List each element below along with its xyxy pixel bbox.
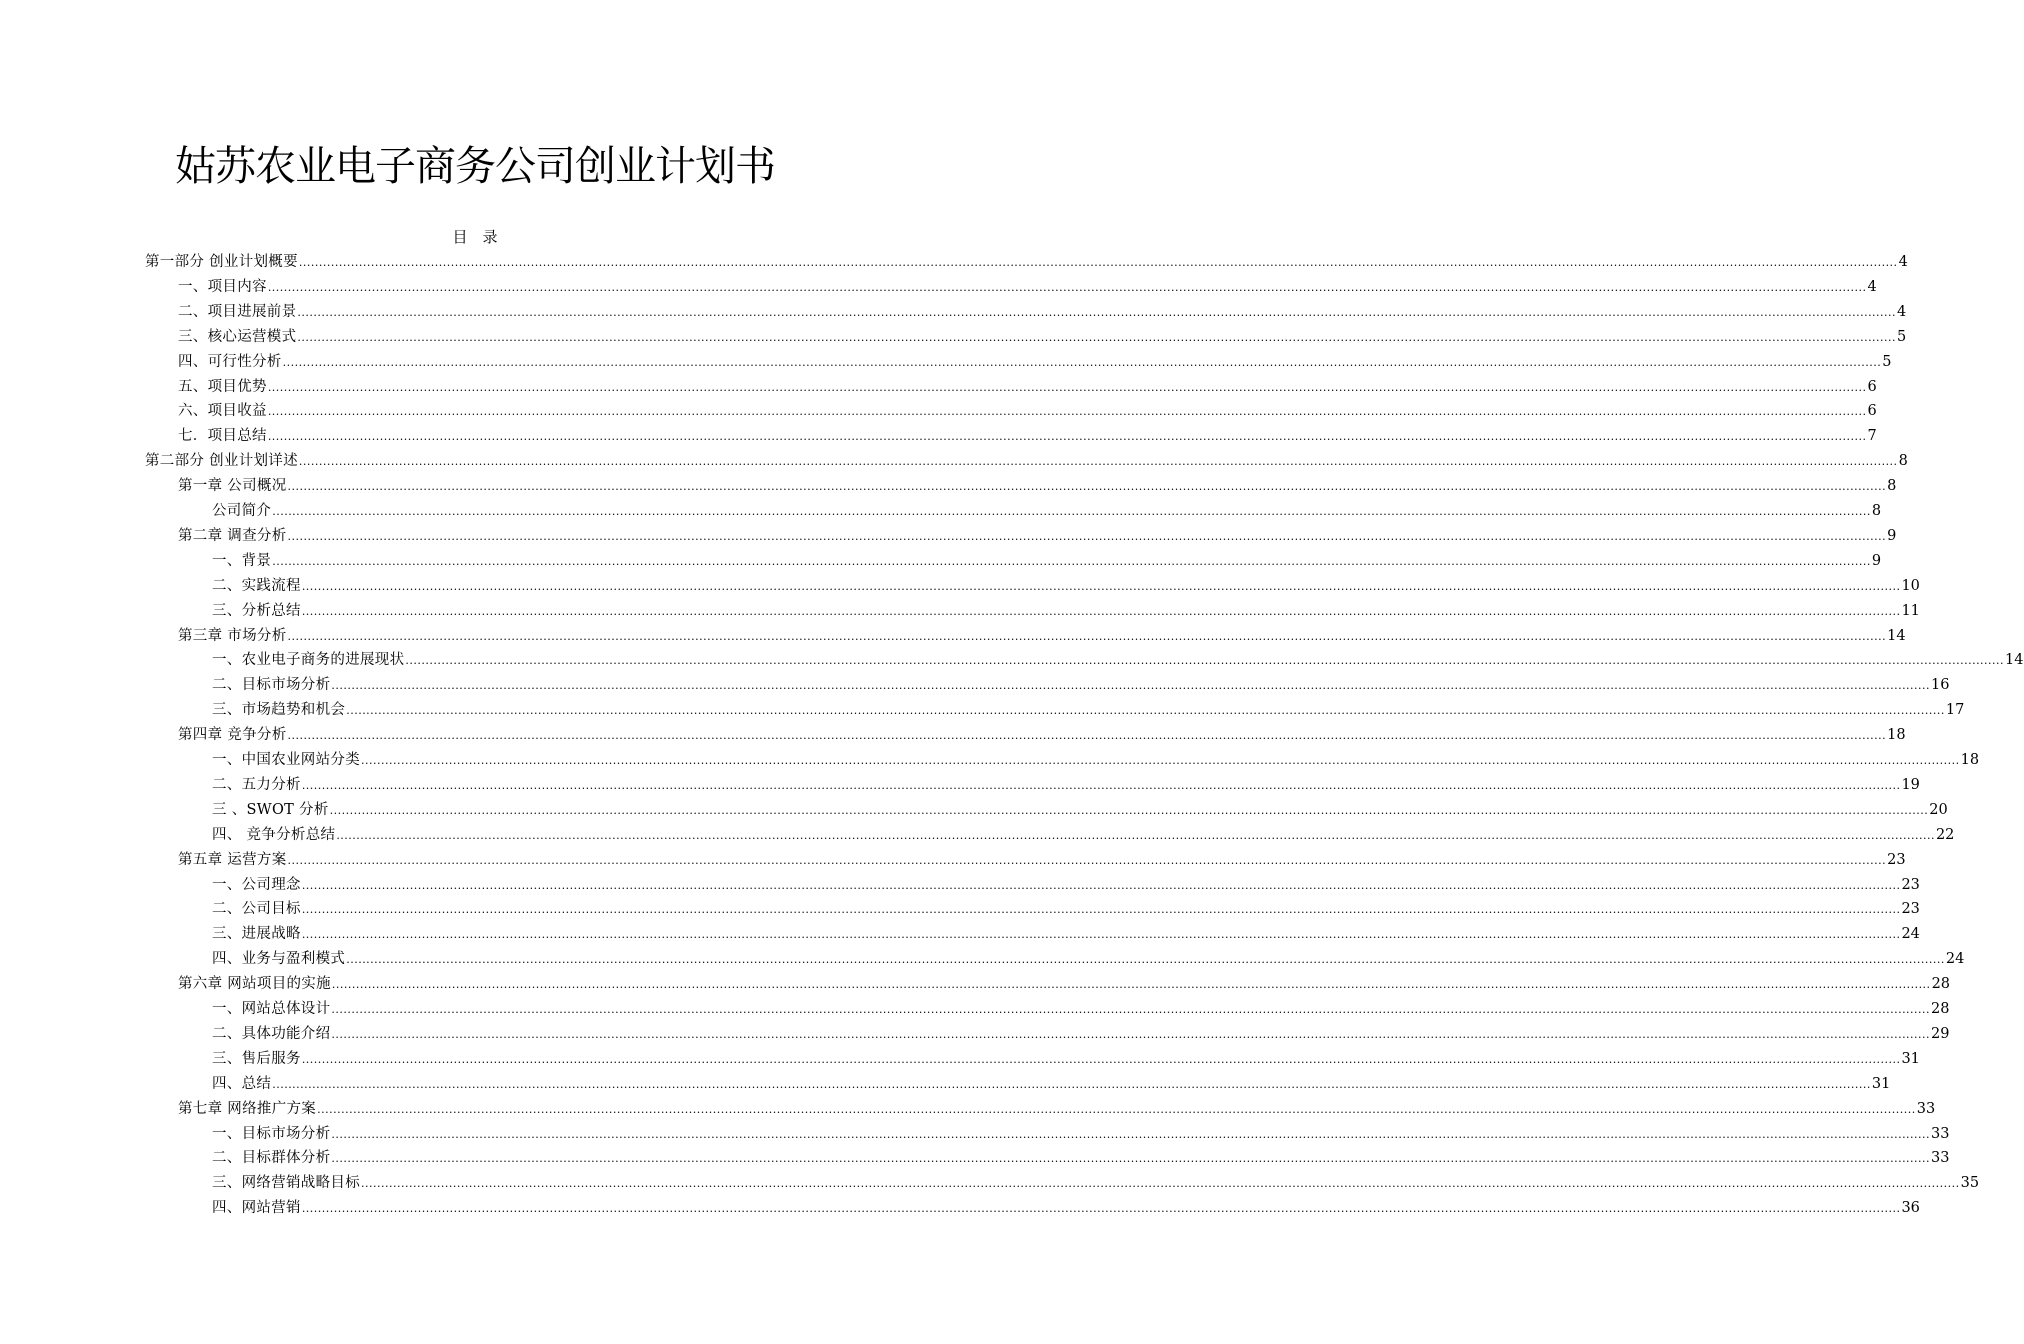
toc-dot-leader: ................................................................................................................................................................................................................................................................................................................................................................................................................	[272, 554, 1871, 568]
toc-entry-page-number: 31	[1901, 1050, 1920, 1067]
toc-entry[interactable]	[212, 648, 2024, 672]
toc-entry-page-number: 18	[1960, 752, 1980, 768]
toc-entry[interactable]	[178, 474, 1897, 498]
toc-entry-label: 四、总结	[212, 1075, 272, 1092]
toc-entry-label: 三、市场趋势和机会	[212, 702, 346, 719]
toc-dot-leader: ................................................................................................................................................................................................................................................................................................................................................................................................................	[331, 1152, 1931, 1166]
document-title: 姑苏农业电子商务公司创业计划书	[175, 142, 775, 190]
toc-entry[interactable]	[212, 1072, 1891, 1096]
toc-entry-page-number: 31	[1871, 1075, 1891, 1092]
toc-entry-page-number: 5	[1882, 353, 1892, 370]
toc-entry-page-number: 35	[1960, 1175, 1980, 1192]
toc-entry-label: 四、业务与盈利模式	[212, 951, 346, 968]
toc-entry[interactable]	[212, 1047, 1920, 1071]
toc-entry-label: 第四章 竞争分析	[178, 727, 287, 744]
toc-entry-label: 二、项目进展前景	[178, 303, 297, 320]
toc-entry-label: 三、分析总结	[212, 602, 301, 619]
toc-dot-leader: ................................................................................................................................................................................................................................................................................................................................................................................................................	[267, 280, 1867, 294]
toc-entry[interactable]	[212, 922, 1920, 946]
toc-entry-label: 二、五力分析	[212, 776, 301, 793]
toc-entry[interactable]	[178, 424, 1877, 448]
toc-dot-leader: ................................................................................................................................................................................................................................................................................................................................................................................................................	[287, 480, 1887, 494]
toc-entry-page-number: 9	[1871, 552, 1882, 569]
toc-dot-leader: ................................................................................................................................................................................................................................................................................................................................................................................................................	[301, 903, 1901, 917]
toc-entry-page-number: 28	[1931, 1001, 1950, 1017]
toc-entry[interactable]	[178, 399, 1877, 423]
toc-entry[interactable]	[212, 897, 1920, 921]
toc-entry[interactable]	[178, 325, 1907, 349]
toc-entry-label: 六、项目收益	[178, 403, 267, 420]
toc-entry-page-number: 24	[1901, 926, 1920, 943]
toc-entry[interactable]	[178, 350, 1892, 374]
toc-dot-leader: ................................................................................................................................................................................................................................................................................................................................................................................................................	[267, 430, 1867, 444]
toc-entry-label: 七．项目总结	[178, 428, 267, 445]
toc-entry[interactable]	[212, 574, 1920, 598]
toc-dot-leader: ................................................................................................................................................................................................................................................................................................................................................................................................................	[301, 579, 1901, 593]
toc-entry-label: 一、中国农业网站分类	[212, 752, 360, 768]
toc-entry[interactable]	[212, 873, 1920, 897]
toc-entry-page-number: 7	[1867, 428, 1877, 445]
toc-entry-label: 第三章 市场分析	[178, 627, 287, 644]
toc-entry-label: 一、项目内容	[178, 278, 267, 295]
toc-entry-label: 一、背景	[212, 552, 272, 569]
toc-entry[interactable]	[178, 300, 1907, 324]
toc-entry[interactable]	[212, 773, 1920, 797]
toc-entry-page-number: 8	[1887, 478, 1897, 495]
toc-dot-leader: ................................................................................................................................................................................................................................................................................................................................................................................................................	[267, 380, 1867, 394]
toc-dot-leader: ................................................................................................................................................................................................................................................................................................................................................................................................................	[298, 256, 1898, 269]
toc-entry-label: 三 、SWOT 分析	[212, 801, 329, 818]
toc-entry[interactable]	[145, 449, 1908, 473]
toc-entry-label: 一、网站总体设计	[212, 1001, 331, 1017]
toc-dot-leader: ................................................................................................................................................................................................................................................................................................................................................................................................................	[331, 978, 1931, 992]
toc-entry-page-number: 10	[1901, 577, 1920, 594]
toc-entry[interactable]	[212, 673, 1950, 697]
toc-entry-page-number: 22	[1935, 826, 1955, 843]
toc-dot-leader: ................................................................................................................................................................................................................................................................................................................................................................................................................	[301, 1202, 1901, 1216]
toc-entry-page-number: 6	[1867, 378, 1877, 395]
toc-dot-leader: ................................................................................................................................................................................................................................................................................................................................................................................................................	[272, 505, 1871, 518]
toc-entry-page-number: 11	[1901, 602, 1920, 619]
toc-dot-leader: ................................................................................................................................................................................................................................................................................................................................................................................................................	[267, 405, 1867, 419]
toc-entry-label: 三、核心运营模式	[178, 328, 297, 345]
toc-entry[interactable]	[212, 599, 1920, 623]
toc-entry-label: 第一部分 创业计划概要	[145, 254, 298, 270]
toc-entry-label: 二、目标群体分析	[212, 1150, 331, 1167]
toc-entry-page-number: 4	[1867, 278, 1877, 295]
toc-entry-page-number: 19	[1901, 776, 1920, 793]
toc-dot-leader: ................................................................................................................................................................................................................................................................................................................................................................................................................	[331, 1127, 1931, 1141]
toc-entry-label: 第二部分 创业计划详述	[145, 453, 298, 470]
toc-entry-page-number: 18	[1887, 727, 1906, 744]
toc-entry[interactable]	[178, 848, 1906, 872]
toc-entry-page-number: 8	[1898, 453, 1908, 470]
toc-entry-label: 五、项目优势	[178, 378, 267, 395]
toc-dot-leader: ................................................................................................................................................................................................................................................................................................................................................................................................................	[287, 529, 1887, 543]
toc-dot-leader: ................................................................................................................................................................................................................................................................................................................................................................................................................	[282, 355, 1882, 369]
toc-entry-label: 二、实践流程	[212, 577, 301, 594]
toc-entry-label: 公司简介	[212, 503, 272, 519]
toc-dot-leader: ................................................................................................................................................................................................................................................................................................................................................................................................................	[301, 878, 1901, 892]
toc-dot-leader: ................................................................................................................................................................................................................................................................................................................................................................................................................	[301, 604, 1901, 618]
toc-entry[interactable]	[212, 798, 1948, 822]
toc-entry-page-number: 33	[1931, 1150, 1950, 1167]
toc-dot-leader: ................................................................................................................................................................................................................................................................................................................................................................................................................	[287, 853, 1887, 867]
toc-entry-page-number: 20	[1929, 801, 1948, 818]
toc-heading: 目 录	[452, 228, 498, 246]
toc-entry-page-number: 8	[1871, 503, 1882, 519]
toc-entry[interactable]	[212, 823, 1955, 847]
toc-entry[interactable]	[178, 1097, 1936, 1121]
toc-entry-page-number: 6	[1867, 403, 1877, 420]
toc-dot-leader: ................................................................................................................................................................................................................................................................................................................................................................................................................	[287, 629, 1887, 643]
toc-entry-page-number: 24	[1945, 951, 1965, 968]
toc-entry-page-number: 14	[1887, 627, 1906, 644]
toc-entry-label: 四、 竞争分析总结	[212, 826, 336, 843]
toc-entry[interactable]	[178, 624, 1906, 648]
toc-entry[interactable]	[178, 723, 1906, 747]
toc-dot-leader: ................................................................................................................................................................................................................................................................................................................................................................................................................	[317, 1102, 1916, 1116]
toc-entry[interactable]	[178, 275, 1877, 299]
toc-entry-page-number: 33	[1916, 1100, 1936, 1117]
toc-entry-page-number: 28	[1931, 976, 1951, 993]
toc-entry-label: 二、目标市场分析	[212, 677, 331, 694]
toc-dot-leader: ................................................................................................................................................................................................................................................................................................................................................................................................................	[361, 754, 1960, 767]
toc-entry-page-number: 4	[1898, 254, 1908, 270]
toc-entry-page-number: 36	[1901, 1200, 1920, 1217]
toc-entry-label: 二、具体功能介绍	[212, 1025, 331, 1042]
toc-entry[interactable]	[212, 748, 1980, 772]
toc-entry-page-number: 33	[1931, 1125, 1950, 1142]
toc-entry[interactable]	[178, 524, 1897, 548]
toc-entry-label: 四、可行性分析	[178, 353, 282, 370]
toc-entry[interactable]	[212, 997, 1950, 1021]
toc-dot-leader: ................................................................................................................................................................................................................................................................................................................................................................................................................	[298, 455, 1898, 469]
toc-dot-leader: ................................................................................................................................................................................................................................................................................................................................................................................................................	[287, 729, 1887, 743]
toc-entry-label: 一、农业电子商务的进展现状	[212, 652, 405, 669]
toc-entry-label: 四、网站营销	[212, 1200, 301, 1217]
toc-entry-label: 第七章 网络推广方案	[178, 1100, 317, 1117]
toc-entry[interactable]	[212, 1196, 1920, 1220]
toc-entry[interactable]	[212, 947, 1965, 971]
toc-entry-page-number: 14	[2005, 652, 2024, 669]
toc-entry-label: 第二章 调查分析	[178, 527, 287, 544]
toc-entry-page-number: 23	[1901, 876, 1920, 893]
toc-dot-leader: ................................................................................................................................................................................................................................................................................................................................................................................................................	[329, 803, 1929, 817]
toc-entry[interactable]	[212, 1022, 1950, 1046]
toc-entry-label: 第五章 运营方案	[178, 851, 287, 868]
toc-entry-page-number: 9	[1887, 527, 1897, 544]
toc-entry-label: 三、网络营销战略目标	[212, 1175, 360, 1192]
toc-entry[interactable]	[178, 972, 1951, 996]
toc-entry[interactable]	[212, 1122, 1950, 1146]
toc-dot-leader: ................................................................................................................................................................................................................................................................................................................................................................................................................	[301, 1052, 1901, 1066]
toc-entry-page-number: 5	[1897, 328, 1907, 345]
toc-entry[interactable]	[212, 698, 1965, 722]
toc-entry-page-number: 17	[1945, 702, 1965, 719]
toc-dot-leader: ................................................................................................................................................................................................................................................................................................................................................................................................................	[405, 654, 2005, 668]
toc-dot-leader: ................................................................................................................................................................................................................................................................................................................................................................................................................	[331, 1027, 1931, 1041]
toc-entry-page-number: 23	[1887, 851, 1906, 868]
toc-entry[interactable]	[178, 375, 1877, 399]
toc-dot-leader: ................................................................................................................................................................................................................................................................................................................................................................................................................	[297, 305, 1897, 319]
toc-dot-leader: ................................................................................................................................................................................................................................................................................................................................................................................................................	[346, 953, 1945, 967]
toc-entry-label: 第一章 公司概况	[178, 478, 287, 495]
toc-entry[interactable]	[212, 499, 1882, 523]
toc-dot-leader: ................................................................................................................................................................................................................................................................................................................................................................................................................	[331, 679, 1931, 693]
toc-dot-leader: ................................................................................................................................................................................................................................................................................................................................................................................................................	[297, 330, 1897, 344]
toc-entry[interactable]	[145, 250, 1908, 274]
toc-entry[interactable]	[212, 1171, 1980, 1195]
toc-dot-leader: ................................................................................................................................................................................................................................................................................................................................................................................................................	[272, 1077, 1871, 1091]
toc-entry-page-number: 29	[1931, 1025, 1950, 1042]
toc-entry-page-number: 23	[1901, 901, 1920, 918]
toc-entry-label: 二、公司目标	[212, 901, 301, 918]
toc-entry-label: 第六章 网站项目的实施	[178, 976, 331, 993]
toc-entry[interactable]	[212, 549, 1882, 573]
toc-entry[interactable]	[212, 1146, 1950, 1170]
toc-entry-page-number: 16	[1931, 677, 1950, 694]
toc-dot-leader: ................................................................................................................................................................................................................................................................................................................................................................................................................	[346, 704, 1945, 718]
toc-entry-label: 一、公司理念	[212, 876, 301, 893]
toc-entry-page-number: 4	[1897, 303, 1907, 320]
toc-dot-leader: ................................................................................................................................................................................................................................................................................................................................................................................................................	[361, 1177, 1960, 1191]
toc-entry-label: 一、目标市场分析	[212, 1125, 331, 1142]
toc-dot-leader: ................................................................................................................................................................................................................................................................................................................................................................................................................	[301, 928, 1901, 942]
toc-dot-leader: ................................................................................................................................................................................................................................................................................................................................................................................................................	[336, 828, 1935, 842]
toc-dot-leader: ................................................................................................................................................................................................................................................................................................................................................................................................................	[331, 1003, 1931, 1016]
toc-entry-label: 三、售后服务	[212, 1050, 301, 1067]
toc-entry-label: 三、进展战略	[212, 926, 301, 943]
toc-dot-leader: ................................................................................................................................................................................................................................................................................................................................................................................................................	[301, 778, 1901, 792]
